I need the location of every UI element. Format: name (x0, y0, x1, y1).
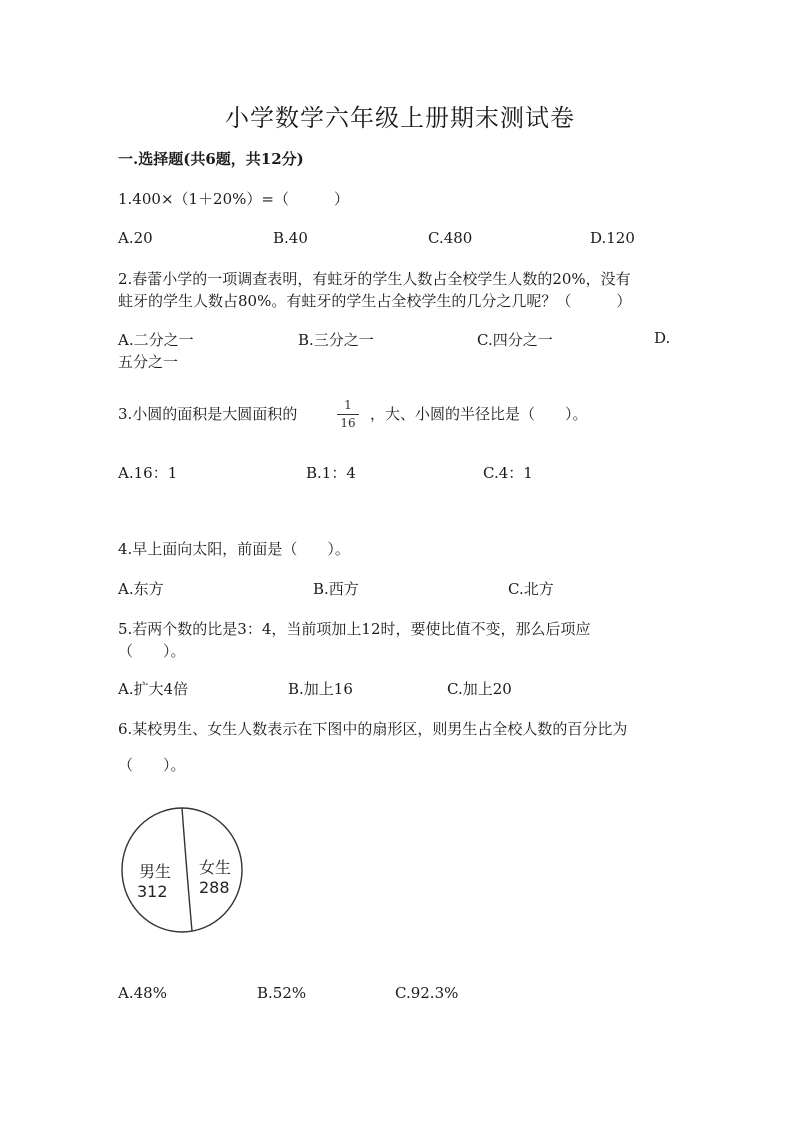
question-1: 1.400×（1＋20%）=（ ） (118, 190, 349, 208)
q4-option-b[interactable]: B.西方 (313, 580, 359, 598)
fraction-denominator: 16 (340, 416, 356, 430)
question-2-line-2: 蛀牙的学生人数占80%。有蛀牙的学生占全校学生的几分之几呢？（ ） (118, 292, 632, 310)
q6-option-b[interactable]: B.52% (257, 984, 307, 1002)
fraction-bar (337, 414, 359, 415)
q3-option-c[interactable]: C.4：1 (483, 464, 533, 482)
page-title: 小学数学六年级上册期末测试卷 (225, 104, 575, 132)
q2-option-c[interactable]: C.四分之一 (477, 331, 553, 349)
question-5-line-2: （ ）。 (118, 642, 186, 660)
q2-option-d[interactable]: D. (654, 329, 671, 347)
q3-option-a[interactable]: A.16：1 (118, 464, 178, 482)
q4-option-c[interactable]: C.北方 (508, 580, 554, 598)
boys-label: 男生 (139, 862, 172, 881)
question-4: 4.早上面向太阳，前面是（ ）。 (118, 540, 350, 558)
q1-option-d[interactable]: D.120 (590, 229, 635, 247)
q1-option-a[interactable]: A.20 (118, 229, 153, 247)
q6-option-c[interactable]: C.92.3% (395, 984, 459, 1002)
question-6-line-1: 6.某校男生、女生人数表示在下图中的扇形区，则男生占全校人数的百分比为 (118, 720, 628, 738)
q6-option-a[interactable]: A.48% (118, 984, 167, 1002)
question-3-text-before: 3.小圆的面积是大圆面积的 (118, 405, 298, 423)
boys-value: 312 (137, 882, 168, 901)
girls-label: 女生 (199, 858, 232, 877)
girls-value: 288 (199, 878, 230, 897)
question-6-line-2: （ ）。 (118, 756, 186, 774)
q1-option-b[interactable]: B.40 (273, 229, 308, 247)
section-heading: 一.选择题(共6题，共12分) (118, 150, 304, 168)
q4-option-a[interactable]: A.东方 (118, 580, 164, 598)
pie-diagram (115, 805, 255, 935)
question-3-text-after: ，大、小圆的半径比是（ ）。 (370, 405, 588, 423)
q1-option-c[interactable]: C.480 (428, 229, 473, 247)
q5-option-b[interactable]: B.加上16 (288, 680, 353, 698)
q5-option-c[interactable]: C.加上20 (447, 680, 512, 698)
fraction-numerator: 1 (344, 398, 352, 412)
question-5-line-1: 5.若两个数的比是3：4，当前项加上12时，要使比值不变，那么后项应 (118, 620, 591, 638)
q2-option-a[interactable]: A.二分之一 (118, 331, 194, 349)
q2-option-d-continued: 五分之一 (118, 353, 179, 371)
q2-option-b[interactable]: B.三分之一 (298, 331, 374, 349)
q5-option-a[interactable]: A.扩大4倍 (118, 680, 189, 698)
question-2-line-1: 2.春蕾小学的一项调查表明，有蛀牙的学生人数占全校学生人数的20%，没有 (118, 270, 631, 288)
pie-divider (182, 808, 192, 931)
fraction-one-sixteenth (334, 398, 362, 431)
q3-option-b[interactable]: B.1：4 (306, 464, 356, 482)
